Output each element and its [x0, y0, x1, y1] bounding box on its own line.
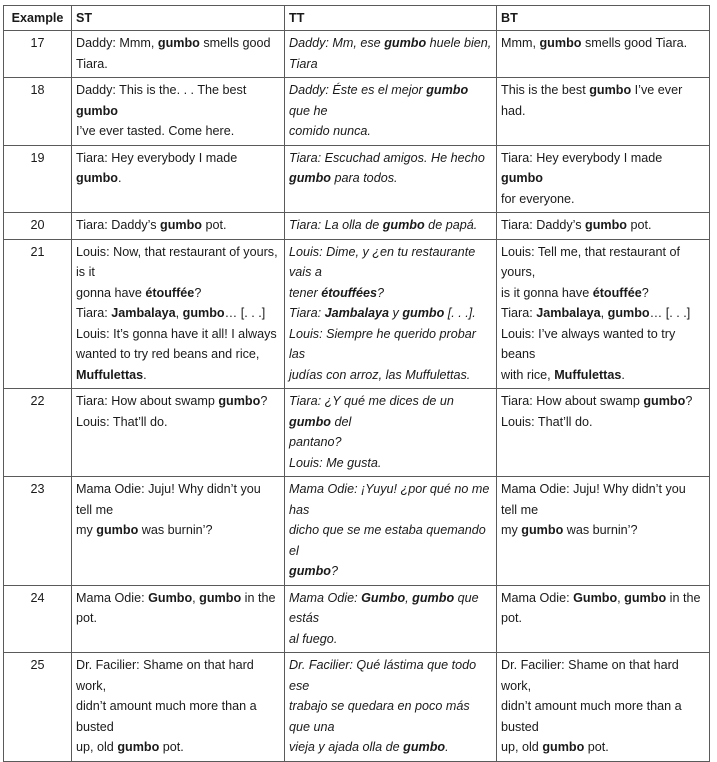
- text-segment: I’ve ever had.: [501, 83, 683, 118]
- text-segment: Tiara: Daddy’s: [76, 218, 160, 232]
- text-segment: Louis: I’ve always wanted to try beans: [501, 326, 676, 361]
- bold-term: gumbo: [589, 83, 632, 97]
- text-line: [289, 148, 492, 169]
- bt-cell: [497, 477, 710, 586]
- text-segment: ?: [641, 285, 649, 300]
- text-line: [76, 588, 280, 609]
- text-line: [76, 303, 280, 324]
- text-line: [501, 80, 705, 121]
- text-segment: ,: [192, 590, 200, 605]
- text-line: [76, 412, 280, 433]
- bold-term: gumbo: [643, 394, 686, 408]
- text-line: [501, 655, 705, 696]
- text-segment: Tiara: Hey everybody I made: [501, 150, 663, 165]
- table-container: [3, 5, 710, 762]
- text-segment: gonna have: [76, 285, 146, 300]
- text-line: [501, 479, 705, 520]
- text-line: [289, 696, 492, 737]
- bold-term: étouffée: [145, 285, 195, 300]
- bold-term: gumbo: [117, 740, 160, 754]
- text-segment: .: [621, 367, 625, 382]
- text-line: [289, 215, 492, 236]
- text-line: [76, 54, 280, 75]
- text-segment: up, old: [501, 740, 543, 754]
- bold-term: gumbo: [289, 564, 331, 578]
- example-number: 22: [4, 389, 72, 477]
- text-segment: Dr. Facilier: Shame on that hard work,: [501, 658, 679, 693]
- text-segment: dicho que se me estaba quemando el: [289, 523, 486, 558]
- table-row: [4, 389, 710, 477]
- text-segment: ,: [175, 306, 183, 320]
- text-line: [289, 588, 492, 629]
- text-segment: This is the best: [501, 83, 590, 97]
- text-line: [289, 432, 492, 453]
- bold-term: gumbo: [426, 83, 469, 97]
- text-line: [289, 655, 492, 696]
- bt-cell: [497, 389, 710, 477]
- example-number: 20: [4, 213, 72, 240]
- text-segment: Louis: It’s gonna have it all! I always: [76, 326, 277, 341]
- text-segment: Daddy: Éste es el mejor: [289, 83, 427, 97]
- text-line: [76, 737, 280, 758]
- text-segment: ,: [617, 590, 625, 605]
- text-line: [289, 520, 492, 561]
- text-line: [76, 121, 280, 142]
- text-line: [501, 520, 705, 541]
- st-cell: [72, 389, 285, 477]
- st-cell: [72, 31, 285, 78]
- text-line: [76, 242, 280, 283]
- bold-term: gumbo: [76, 171, 118, 185]
- table-row: [4, 78, 710, 146]
- text-segment: Daddy: Mmm,: [76, 36, 158, 50]
- bold-term: gumbo: [412, 590, 455, 605]
- text-segment: .: [143, 367, 147, 382]
- bold-term: Jambalaya: [324, 306, 390, 320]
- text-line: [76, 391, 280, 412]
- bold-term: gumbo: [157, 36, 200, 50]
- text-line: [289, 561, 492, 582]
- text-line: [501, 148, 705, 189]
- bold-term: Muffulettas: [76, 367, 144, 382]
- text-line: [76, 520, 280, 541]
- text-segment: pot.: [201, 218, 227, 232]
- bold-term: gumbo: [384, 36, 427, 50]
- text-segment: tener: [289, 285, 322, 300]
- text-line: [76, 215, 280, 236]
- text-line: [289, 737, 492, 758]
- header-st: ST: [72, 6, 285, 31]
- text-segment: Tiara:: [289, 306, 325, 320]
- text-line: [501, 242, 705, 283]
- bold-term: gumbo: [521, 523, 564, 537]
- translation-table: [3, 5, 710, 762]
- text-segment: Tiara: [289, 56, 318, 71]
- st-cell: [72, 213, 285, 240]
- text-segment: was burnin’?: [563, 523, 638, 537]
- text-line: [501, 412, 705, 433]
- bold-term: gumbo: [607, 306, 650, 320]
- text-segment: … [. . .]: [649, 306, 691, 320]
- text-segment: ,: [405, 590, 413, 605]
- tt-cell: [285, 653, 497, 762]
- text-segment: trabajo se quedara en poco más que una: [289, 699, 470, 734]
- bold-term: gumbo: [76, 103, 118, 118]
- bt-cell: [497, 239, 710, 389]
- bold-term: gumbo: [403, 740, 446, 754]
- text-segment: Dr. Facilier: Qué lástima que todo ese: [289, 658, 477, 693]
- tt-cell: [285, 213, 497, 240]
- tt-cell: [285, 145, 497, 213]
- text-segment: para todos.: [330, 171, 398, 185]
- text-line: [76, 148, 280, 189]
- text-line: [76, 696, 280, 737]
- text-line: [501, 391, 705, 412]
- bold-term: gumbo: [182, 306, 225, 320]
- text-segment: del: [330, 414, 352, 429]
- st-cell: [72, 145, 285, 213]
- text-line: [289, 54, 492, 75]
- bold-term: Jambalaya: [536, 306, 601, 320]
- bold-term: gumbo: [382, 218, 425, 232]
- text-segment: in the: [241, 590, 276, 605]
- text-segment: pantano?: [289, 435, 342, 449]
- text-segment: pot.: [626, 218, 652, 232]
- tt-cell: [285, 477, 497, 586]
- example-number: 23: [4, 477, 72, 586]
- header-bt: BT: [497, 6, 710, 31]
- text-segment: Louis: That’ll do.: [76, 414, 168, 429]
- text-segment: didn’t amount much more than a busted: [76, 699, 257, 734]
- text-segment: my: [76, 523, 97, 537]
- text-segment: Tiara: How about swamp: [501, 394, 644, 408]
- text-segment: ?: [685, 394, 693, 408]
- text-segment: que estás: [289, 590, 479, 625]
- text-line: [289, 391, 492, 432]
- text-segment: Tiara.: [76, 56, 108, 71]
- text-segment: Mama Odie: Juju! Why didn’t you tell me: [76, 482, 261, 517]
- text-segment: with rice,: [501, 367, 555, 382]
- text-segment: Dr. Facilier: Shame on that hard work,: [76, 658, 254, 693]
- st-cell: [72, 239, 285, 389]
- example-number: 19: [4, 145, 72, 213]
- example-number: 24: [4, 585, 72, 653]
- text-line: [501, 33, 705, 54]
- text-segment: .: [117, 171, 122, 185]
- text-line: [289, 453, 492, 474]
- text-segment: Daddy: This is the. . . The best: [76, 83, 247, 97]
- text-line: [501, 283, 705, 304]
- bold-term: Gumbo: [573, 590, 618, 605]
- text-segment: Mama Odie:: [289, 590, 362, 605]
- text-line: [501, 608, 705, 629]
- text-segment: judías con arroz, las Muffulettas.: [289, 367, 471, 382]
- header-row: [4, 6, 710, 31]
- bold-term: étouffée: [592, 285, 642, 300]
- text-line: [289, 80, 492, 121]
- bold-term: Jambalaya: [111, 306, 176, 320]
- table-row: [4, 213, 710, 240]
- text-line: [501, 588, 705, 609]
- table-row: [4, 585, 710, 653]
- text-segment: Tiara: ¿Y qué me dices de un: [289, 394, 454, 408]
- bold-term: Muffulettas: [554, 367, 622, 382]
- bt-cell: [497, 145, 710, 213]
- text-segment: Louis: That’ll do.: [501, 414, 593, 429]
- text-segment: is it gonna have: [501, 285, 593, 300]
- text-line: [76, 344, 280, 365]
- text-segment: Louis: Now, that restaurant of yours, is it: [76, 244, 278, 279]
- text-line: [289, 168, 492, 189]
- table-row: [4, 477, 710, 586]
- text-line: [76, 33, 280, 54]
- header-tt: TT: [285, 6, 497, 31]
- text-line: [76, 655, 280, 696]
- text-line: [501, 215, 705, 236]
- text-line: [289, 479, 492, 520]
- text-segment: .: [445, 740, 449, 754]
- text-segment: Mama Odie:: [76, 590, 149, 605]
- text-segment: my: [501, 523, 522, 537]
- text-line: [76, 365, 280, 386]
- bold-term: gumbo: [501, 171, 543, 185]
- text-segment: huele bien,: [426, 36, 492, 50]
- text-segment: didn’t amount much more than a busted: [501, 699, 682, 734]
- tt-cell: [285, 389, 497, 477]
- bold-term: gumbo: [218, 394, 261, 408]
- text-segment: ?: [194, 285, 202, 300]
- text-line: [501, 737, 705, 758]
- bt-cell: [497, 78, 710, 146]
- bold-term: gumbo: [289, 171, 331, 185]
- example-number: 25: [4, 653, 72, 762]
- text-segment: Daddy: Mm, ese: [289, 36, 385, 50]
- text-line: [289, 629, 492, 650]
- text-segment: Louis: Tell me, that restaurant of yours,: [501, 244, 680, 279]
- text-segment: comido nunca.: [289, 124, 371, 138]
- text-line: [289, 303, 492, 324]
- text-line: [76, 324, 280, 345]
- bt-cell: [497, 213, 710, 240]
- text-segment: vieja y ajada olla de: [289, 740, 404, 754]
- bold-term: gumbo: [585, 218, 627, 232]
- bold-term: gumbo: [199, 590, 242, 605]
- text-segment: Louis: Siempre he querido probar las: [289, 326, 476, 361]
- text-segment: Mama Odie: Juju! Why didn’t you tell me: [501, 482, 686, 517]
- text-segment: smells good Tiara.: [581, 36, 688, 50]
- bold-term: gumbo: [160, 218, 202, 232]
- text-segment: Tiara:: [76, 306, 112, 320]
- text-segment: Tiara: La olla de: [289, 218, 383, 232]
- text-line: [501, 189, 705, 210]
- bold-term: gumbo: [402, 306, 445, 320]
- text-line: [76, 80, 280, 121]
- text-line: [76, 479, 280, 520]
- header-example: Example: [4, 6, 72, 31]
- text-segment: was burnin’?: [138, 523, 213, 537]
- example-number: 18: [4, 78, 72, 146]
- text-line: [501, 324, 705, 365]
- table-row: [4, 653, 710, 762]
- st-cell: [72, 477, 285, 586]
- text-line: [289, 324, 492, 365]
- table-row: [4, 239, 710, 389]
- table-body: [4, 31, 710, 762]
- bold-term: étouffées: [321, 285, 377, 300]
- bt-cell: [497, 31, 710, 78]
- bold-term: gumbo: [624, 590, 667, 605]
- bt-cell: [497, 585, 710, 653]
- bt-cell: [497, 653, 710, 762]
- example-number: 21: [4, 239, 72, 389]
- st-cell: [72, 78, 285, 146]
- text-segment: ?: [376, 285, 384, 300]
- text-segment: que he: [289, 103, 328, 118]
- text-line: [501, 303, 705, 324]
- text-segment: up, old: [76, 740, 118, 754]
- text-segment: pot.: [584, 740, 609, 754]
- text-segment: pot.: [76, 611, 98, 625]
- text-segment: ?: [330, 564, 338, 578]
- text-segment: [. . .].: [444, 306, 476, 320]
- text-segment: Mama Odie: ¡Yuyu! ¿por qué no me has: [289, 482, 490, 517]
- text-line: [289, 365, 492, 386]
- text-segment: in the: [666, 590, 701, 605]
- text-line: [76, 283, 280, 304]
- bold-term: gumbo: [539, 36, 582, 50]
- bold-term: gumbo: [96, 523, 139, 537]
- bold-term: Gumbo: [148, 590, 193, 605]
- text-segment: pot.: [159, 740, 184, 754]
- st-cell: [72, 653, 285, 762]
- text-segment: for everyone.: [501, 191, 575, 206]
- example-number: 17: [4, 31, 72, 78]
- text-line: [289, 283, 492, 304]
- text-segment: … [. . .]: [224, 306, 266, 320]
- text-segment: I’ve ever tasted. Come here.: [76, 124, 235, 138]
- text-line: [289, 121, 492, 142]
- tt-cell: [285, 31, 497, 78]
- table-row: [4, 31, 710, 78]
- text-segment: ,: [600, 306, 608, 320]
- text-line: [289, 242, 492, 283]
- text-line: [501, 365, 705, 386]
- text-segment: Tiara:: [501, 306, 537, 320]
- bold-term: gumbo: [542, 740, 585, 754]
- tt-cell: [285, 78, 497, 146]
- text-segment: Louis: Dime, y ¿en tu restaurante vais a: [289, 244, 476, 279]
- table-row: [4, 145, 710, 213]
- text-segment: ?: [260, 394, 268, 408]
- tt-cell: [285, 585, 497, 653]
- text-segment: Tiara: Escuchad amigos. He hecho: [289, 150, 485, 165]
- text-segment: de papá.: [424, 218, 478, 232]
- text-line: [289, 33, 492, 54]
- tt-cell: [285, 239, 497, 389]
- st-cell: [72, 585, 285, 653]
- text-segment: Louis: Me gusta.: [289, 455, 382, 470]
- text-line: [501, 696, 705, 737]
- bold-term: gumbo: [289, 414, 331, 429]
- text-segment: al fuego.: [289, 631, 338, 646]
- text-segment: Tiara: How about swamp: [76, 394, 219, 408]
- bold-term: Gumbo: [361, 590, 406, 605]
- text-segment: Mama Odie:: [501, 590, 574, 605]
- text-segment: Tiara: Daddy’s: [501, 218, 585, 232]
- text-segment: Tiara: Hey everybody I made: [76, 150, 238, 165]
- text-segment: pot.: [501, 611, 523, 625]
- text-segment: wanted to try red beans and rice,: [76, 347, 260, 361]
- text-segment: y: [389, 306, 403, 320]
- text-segment: Mmm,: [501, 36, 540, 50]
- text-line: [76, 608, 280, 629]
- text-segment: smells good: [199, 36, 271, 50]
